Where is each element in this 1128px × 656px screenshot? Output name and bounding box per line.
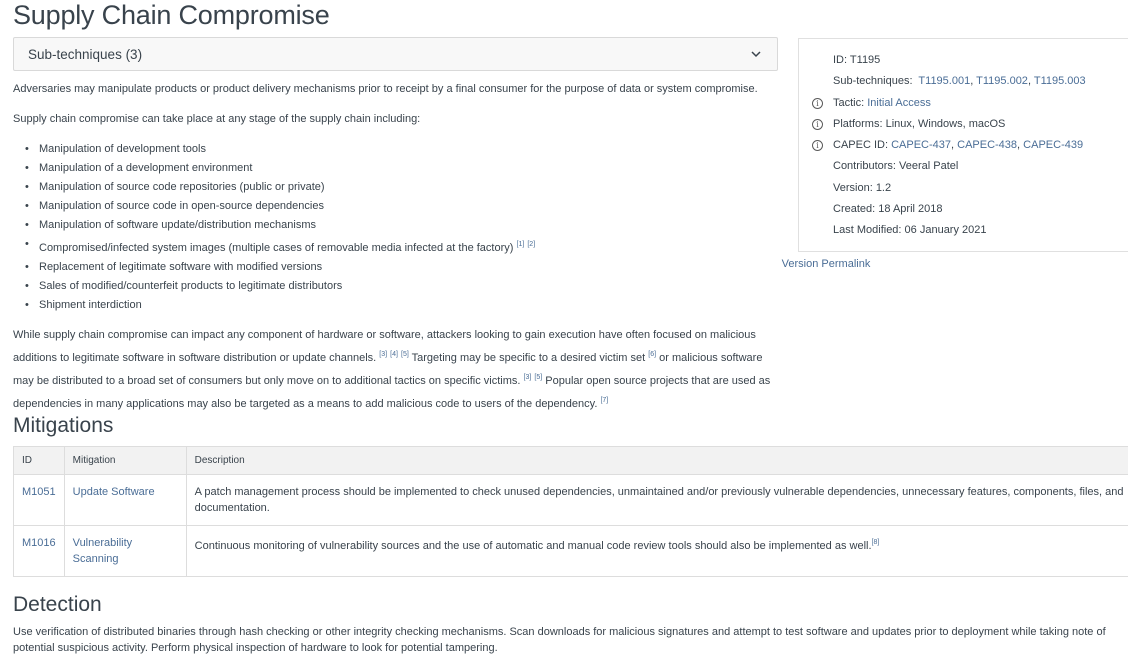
description-paragraph: Adversaries may manipulate products or product delivery mechanisms prior to receipt by a final consumer for the purpose of data or system compromise. <box>13 83 758 95</box>
table-cell <box>14 475 65 526</box>
technique-description <box>13 80 778 425</box>
sub-techniques-toggle[interactable] <box>13 37 778 71</box>
description-paragraph <box>13 326 778 414</box>
list-item: • Manipulation of development tools <box>13 140 778 159</box>
info-platforms <box>799 114 1128 135</box>
technique-id: T1195 <box>849 54 881 66</box>
info-label: Version: <box>833 181 873 194</box>
detection-text: Use verification of distributed binaries through hash checking or other integrity checking mechanisms. Scan downloads for malicious signatures and attempt to test software and updates prior to deployment while taking note of potential suspicious activity. Perform physical inspection of hardware to look for potential tampering. <box>13 626 1106 654</box>
reference-link[interactable]: [5] <box>534 374 543 381</box>
info-label: Created: <box>833 203 876 216</box>
table-cell <box>186 526 1128 577</box>
chevron-down-icon <box>749 47 763 61</box>
platforms-value: Linux, Windows, macOS <box>885 117 1006 130</box>
column-header-id: ID <box>14 447 65 475</box>
technique-info-card <box>798 38 1128 252</box>
info-label: Sub-techniques: <box>833 75 913 88</box>
mitigation-name-link[interactable]: Update Software <box>72 486 155 498</box>
table-cell <box>64 526 186 577</box>
list-item: • Manipulation of source code repositories (public or private) <box>13 178 778 197</box>
reference-link[interactable]: [3] <box>523 374 532 381</box>
version-permalink-container <box>781 258 1128 270</box>
description-text: or malicious software may be distributed to a broad set of consumers but only move on to additional tactics on specific victims. <box>13 352 763 387</box>
detection-heading: Detection <box>13 593 102 616</box>
version-permalink[interactable]: Version Permalink <box>781 258 871 270</box>
mitigations-table <box>13 446 1128 577</box>
list-item: • Shipment interdiction <box>13 296 778 315</box>
list-item <box>13 235 778 258</box>
mitigation-id-link[interactable]: M1016 <box>22 537 56 549</box>
sub-techniques-toggle-label: Sub-techniques (3) <box>28 46 143 62</box>
supply-chain-stage-list <box>13 140 778 315</box>
tactic-link[interactable]: Initial Access <box>867 96 931 109</box>
reference-link[interactable]: [7] <box>600 397 609 404</box>
page-title: Supply Chain Compromise <box>13 0 330 30</box>
info-id <box>799 50 1128 71</box>
capec-link[interactable]: CAPEC-439 <box>1023 139 1084 152</box>
info-capec: i CAPEC ID: CAPEC-437, CAPEC-438, CAPEC-439 <box>799 135 1128 156</box>
list-item: • Manipulation of a development environment <box>13 159 778 178</box>
reference-link[interactable]: [4] <box>390 351 398 358</box>
info-created <box>799 199 1128 220</box>
info-tactic <box>799 93 1128 114</box>
reference-link[interactable]: [2] <box>527 241 536 248</box>
info-label: Tactic: <box>833 96 865 109</box>
mitigation-description: Continuous monitoring of vulnerability sources and the use of automatic and manual code review tools should also be implemented as well. <box>194 540 872 552</box>
list-item: • Manipulation of source code in open-source dependencies <box>13 197 778 216</box>
info-contributors <box>799 156 1128 177</box>
column-header-mitigation: Mitigation <box>64 447 186 475</box>
last-modified-value: 06 January 2021 <box>904 224 987 237</box>
reference-link[interactable]: [6] <box>648 351 657 358</box>
info-label: CAPEC ID: <box>833 139 889 152</box>
capec-link[interactable]: CAPEC-438 <box>957 139 1018 152</box>
table-cell <box>64 475 186 526</box>
info-label: Last Modified: <box>833 224 902 237</box>
table-header-row <box>14 447 1128 475</box>
reference-link[interactable]: [8] <box>871 539 880 546</box>
mitigations-heading: Mitigations <box>13 414 114 437</box>
list-item-text: Compromised/infected system images (multiple cases of removable media infected at the factory) <box>39 242 514 254</box>
info-icon[interactable]: i <box>812 98 823 109</box>
info-last-modified <box>799 220 1128 241</box>
contributors-value: Veeral Patel <box>899 160 959 173</box>
info-label: Platforms: <box>833 117 883 130</box>
table-cell <box>14 526 65 577</box>
capec-link[interactable]: CAPEC-437 <box>891 139 951 152</box>
reference-link[interactable]: [1] <box>516 241 525 248</box>
table-row <box>14 475 1128 526</box>
mitigation-description: A patch management process should be implemented to check unused dependencies, unmaintained and/or previously vulnerable dependencies, unnecessary features, components, files, and documentation. <box>194 486 1124 514</box>
created-value: 18 April 2018 <box>878 203 943 216</box>
column-header-description: Description <box>186 447 1128 475</box>
description-paragraph: Supply chain compromise can take place at any stage of the supply chain including: <box>13 113 421 125</box>
sub-technique-link[interactable]: T1195.001 <box>918 75 971 88</box>
list-item: • Manipulation of software update/distribution mechanisms <box>13 216 778 235</box>
info-icon[interactable]: i <box>812 119 823 130</box>
description-text: Targeting may be specific to a desired victim set <box>411 352 646 364</box>
list-item: • Sales of modified/counterfeit products to legitimate distributors <box>13 277 778 296</box>
description-text: While supply chain compromise can impact any component of hardware or software, attackers looking to gain execution have often focused on malicious additions to legitimate software in software distribution or update channels. <box>13 329 756 364</box>
info-sub-techniques: Sub-techniques: T1195.001, T1195.002, T1195.003 <box>833 75 1086 88</box>
info-label: Contributors: <box>833 160 896 173</box>
sub-technique-link[interactable]: T1195.003 <box>1033 75 1086 88</box>
mitigation-name-link[interactable]: Vulnerability Scanning <box>72 537 133 565</box>
list-item: • Replacement of legitimate software with modified versions <box>13 258 778 277</box>
reference-link[interactable]: [3] <box>379 351 388 358</box>
info-version <box>799 178 1128 199</box>
mitigation-id-link[interactable]: M1051 <box>22 486 56 498</box>
info-icon[interactable]: i <box>812 140 823 151</box>
info-label: ID: <box>833 54 848 66</box>
version-value: 1.2 <box>875 181 892 194</box>
table-row <box>14 526 1128 577</box>
table-cell <box>186 475 1128 526</box>
sub-technique-link[interactable]: T1195.002 <box>976 75 1028 88</box>
reference-link[interactable]: [5] <box>401 351 409 358</box>
description-text: Popular open source projects that are used as dependencies in many applications may also be targeted as a means to add malicious code to users of the dependency. <box>13 375 771 410</box>
